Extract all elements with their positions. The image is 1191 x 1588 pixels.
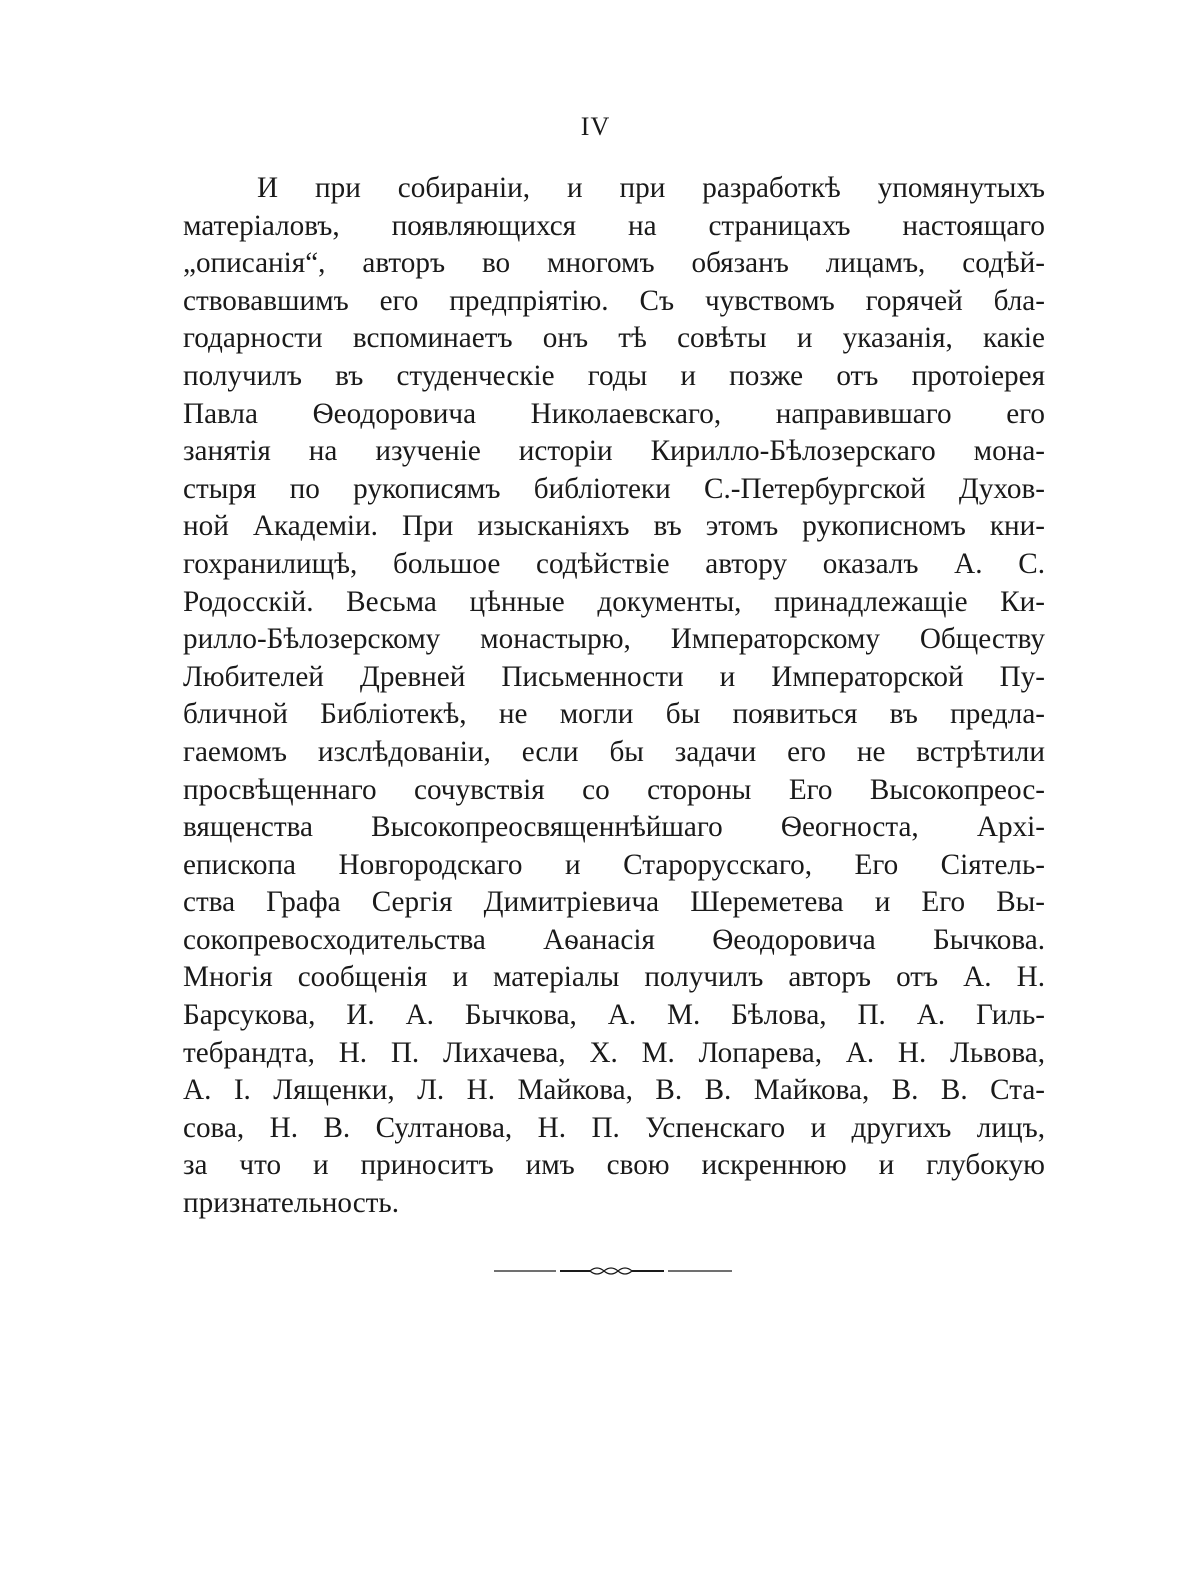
paragraph	[183, 170, 1045, 1223]
text-line: гаемомъ изслѣдованіи, если бы задачи его не встрѣтили	[183, 735, 1045, 768]
text-line: А. І. Лященки, Л. Н. Майкова, В. В. Майкова, В. В. Ста-	[183, 1074, 1045, 1107]
text-line: получилъ въ студенческіе годы и позже отъ протоіерея	[183, 359, 1045, 392]
text-line: рилло-Бѣлозерскому монастырю, Императорскому Обществу	[183, 623, 1045, 656]
text-line: вященства Высокопреосвященнѣйшаго Ѳеогноста, Архі-	[183, 811, 1045, 844]
text-line: Барсукова, И. А. Бычкова, А. М. Бѣлова, П. А. Гиль-	[183, 999, 1045, 1032]
text-line: просвѣщеннаго сочувствія со стороны Его Высокопреос-	[183, 773, 1045, 806]
text-line: сова, Н. В. Султанова, Н. П. Успенскаго и другихъ лицъ,	[183, 1111, 1045, 1144]
text-line: И при собираніи, и при разработкѣ упомянутыхъ	[257, 172, 1045, 204]
text-line: за что и приноситъ имъ свою искреннюю и глубокую	[183, 1149, 1045, 1182]
text-line: Родосскій. Весьма цѣнные документы, принадлежащіе Ки-	[183, 585, 1045, 618]
text-line: тебрандта, Н. П. Лихачева, Х. М. Лопарева, А. Н. Львова,	[183, 1036, 1045, 1069]
text-line: Многія сообщенія и матеріалы получилъ авторъ отъ А. Н.	[183, 961, 1045, 994]
text-line: признательность.	[183, 1187, 400, 1220]
text-line: матеріаловъ, появляющихся на страницахъ настоящаго	[183, 209, 1045, 242]
text-line: Любителей Древней Письменности и Императорской Пу-	[183, 660, 1045, 693]
text-line: гохранилищѣ, большое содѣйствіе автору оказалъ А. С.	[183, 547, 1045, 580]
text-line: бличной Библіотекѣ, не могли бы появиться въ предла-	[183, 698, 1045, 731]
text-line: годарности вспоминаетъ онъ тѣ совѣты и указанія, какіе	[183, 322, 1045, 355]
text-line: стыря по рукописямъ библіотеки С.-Петербургской Духов-	[183, 472, 1045, 505]
text-line: „описанія“, авторъ во многомъ обязанъ лицамъ, содѣй-	[183, 247, 1045, 280]
text-line: занятія на изученіе исторіи Кирилло-Бѣлозерскаго мона-	[183, 435, 1045, 468]
text-line: ствовавшимъ его предпріятію. Съ чувствомъ горячей бла-	[183, 284, 1045, 317]
text-line: сокопревосходительства Аѳанасія Ѳеодоровича Бычкова.	[183, 923, 1045, 956]
text-line: епископа Новгородскаго и Старорусскаго, Его Сіятель-	[183, 848, 1045, 881]
text-line: ной Академіи. При изысканіяхъ въ этомъ рукописномъ кни-	[183, 510, 1045, 543]
text-line: Павла Ѳеодоровича Николаевскаго, направившаго его	[183, 397, 1045, 430]
page-number: IV	[580, 112, 611, 141]
text-line: ства Графа Сергія Димитріевича Шереметева и Его Вы-	[183, 886, 1045, 919]
ornament-divider	[494, 1264, 732, 1278]
